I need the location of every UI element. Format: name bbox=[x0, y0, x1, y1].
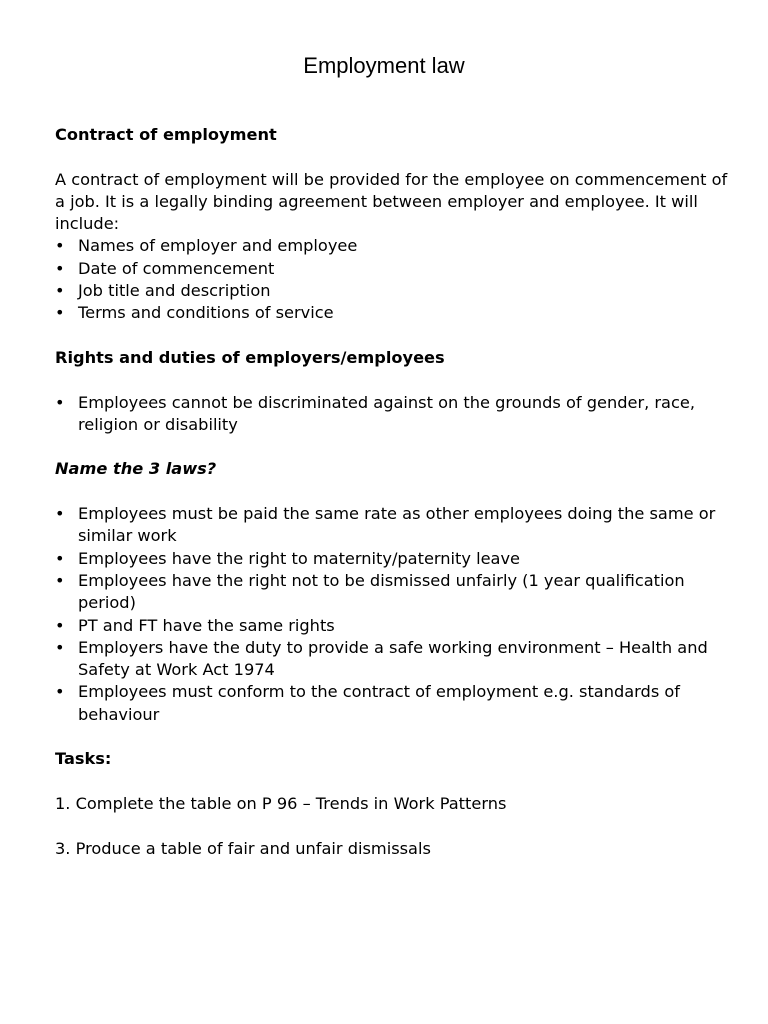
spacer bbox=[55, 726, 735, 748]
spacer bbox=[55, 325, 735, 347]
list-item: • Date of commencement bbox=[55, 258, 735, 280]
spacer bbox=[55, 369, 735, 391]
contract-intro: A contract of employment will be provided for the employee on commencement of a job. It is a legally binding agreement between employer and employee. It will include: bbox=[55, 169, 728, 234]
task-item: 1. Complete the table on P 96 – Trends in Work Patterns bbox=[55, 793, 507, 813]
spacer bbox=[55, 815, 735, 837]
section-heading-laws: Name the 3 laws? bbox=[55, 459, 217, 479]
list-item: • Employees must conform to the contract of employment e.g. standards of behaviour bbox=[55, 681, 735, 726]
spacer bbox=[55, 481, 735, 503]
list-item: • PT and FT have the same rights bbox=[55, 615, 735, 637]
spacer bbox=[55, 146, 735, 168]
section-heading-tasks: Tasks: bbox=[55, 749, 112, 769]
document-body bbox=[55, 124, 735, 860]
list-item: • Employees must be paid the same rate as other employees doing the same or similar work bbox=[55, 503, 735, 548]
contract-list bbox=[55, 235, 735, 324]
list-item: • Employees have the right not to be dismissed unfairly (1 year qualification period) bbox=[55, 570, 735, 615]
list-item: • Job title and description bbox=[55, 280, 735, 302]
list-item: • Terms and conditions of service bbox=[55, 302, 735, 324]
page-title: Employment law bbox=[303, 53, 465, 78]
section-heading-rights: Rights and duties of employers/employees bbox=[55, 347, 445, 367]
list-item: • Employees cannot be discriminated against on the grounds of gender, race, religion or disability bbox=[55, 392, 735, 437]
spacer bbox=[55, 771, 735, 793]
task-item: 3. Produce a table of fair and unfair dismissals bbox=[55, 838, 431, 858]
rights-list bbox=[55, 392, 735, 437]
spacer bbox=[55, 436, 735, 458]
list-item: • Names of employer and employee bbox=[55, 235, 735, 257]
list-item: • Employees have the right to maternity/paternity leave bbox=[55, 548, 735, 570]
laws-list bbox=[55, 503, 735, 726]
list-item: • Employers have the duty to provide a safe working environment – Health and Safety at Work Act 1974 bbox=[55, 637, 735, 682]
section-heading-contract: Contract of employment bbox=[55, 125, 277, 144]
